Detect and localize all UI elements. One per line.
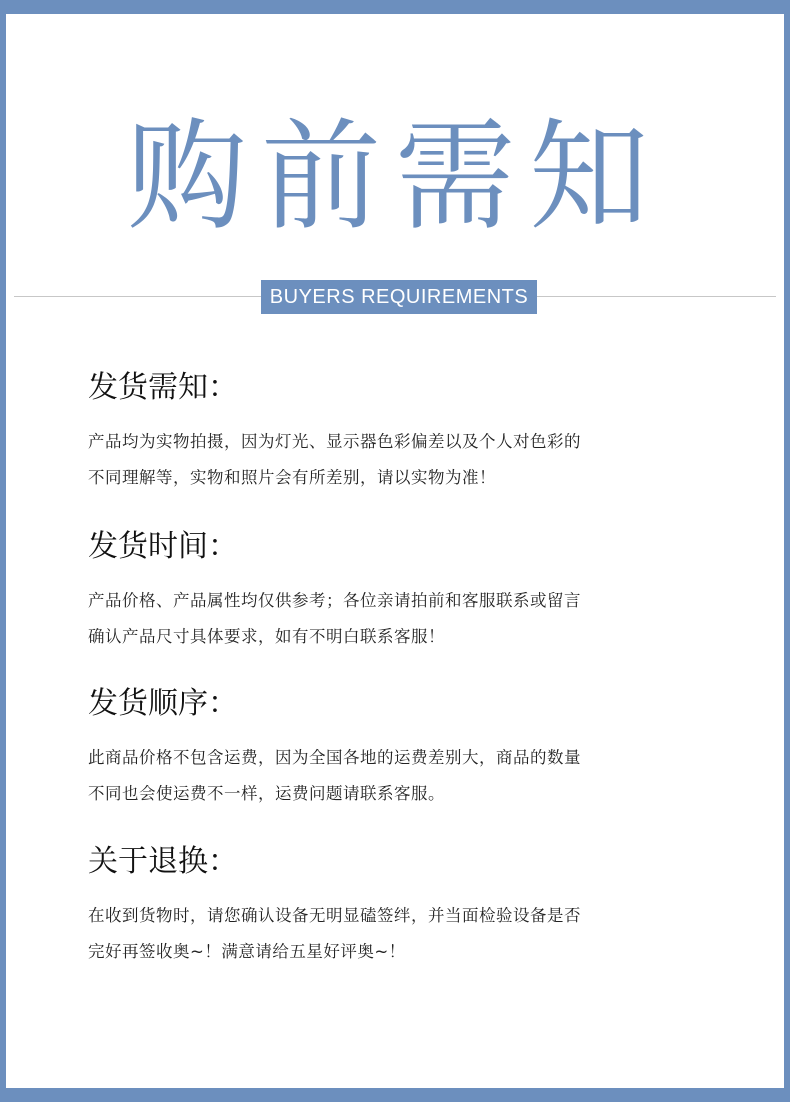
section-heading: 发货时间： <box>88 529 238 564</box>
section-heading: 关于退换： <box>88 844 238 879</box>
section-heading: 发货需知： <box>88 370 238 405</box>
section-shipping-time <box>0 527 790 655</box>
page-title: 购前需知 <box>127 108 663 247</box>
body-line: 在收到货物时，请您确认设备无明显磕签绊，并当面检验设备是否 <box>88 906 581 925</box>
section-shipping-notice <box>0 368 790 496</box>
body-line: 确认产品尺寸具体要求，如有不明白联系客服！ <box>88 627 445 646</box>
section-body <box>0 424 728 496</box>
section-body <box>0 583 728 655</box>
body-line: 不同理解等，实物和照片会有所差别，请以实物为准！ <box>88 468 496 487</box>
section-body <box>0 898 728 970</box>
section-body <box>0 740 728 812</box>
section-shipping-order <box>0 684 790 812</box>
subtitle-badge: BUYERS REQUIREMENTS <box>261 280 537 314</box>
section-returns <box>0 842 790 970</box>
body-line: 产品价格、产品属性均仅供参考；各位亲请拍前和客服联系或留言 <box>88 591 581 610</box>
body-line: 产品均为实物拍摄，因为灯光、显示器色彩偏差以及个人对色彩的 <box>88 432 581 451</box>
body-line: 此商品价格不包含运费，因为全国各地的运费差别大，商品的数量 <box>88 748 581 767</box>
body-line: 完好再签收奥~！满意请给五星好评奥~！ <box>88 942 406 961</box>
body-line: 不同也会使运费不一样，运费问题请联系客服。 <box>88 784 445 803</box>
section-heading: 发货顺序： <box>88 686 238 721</box>
